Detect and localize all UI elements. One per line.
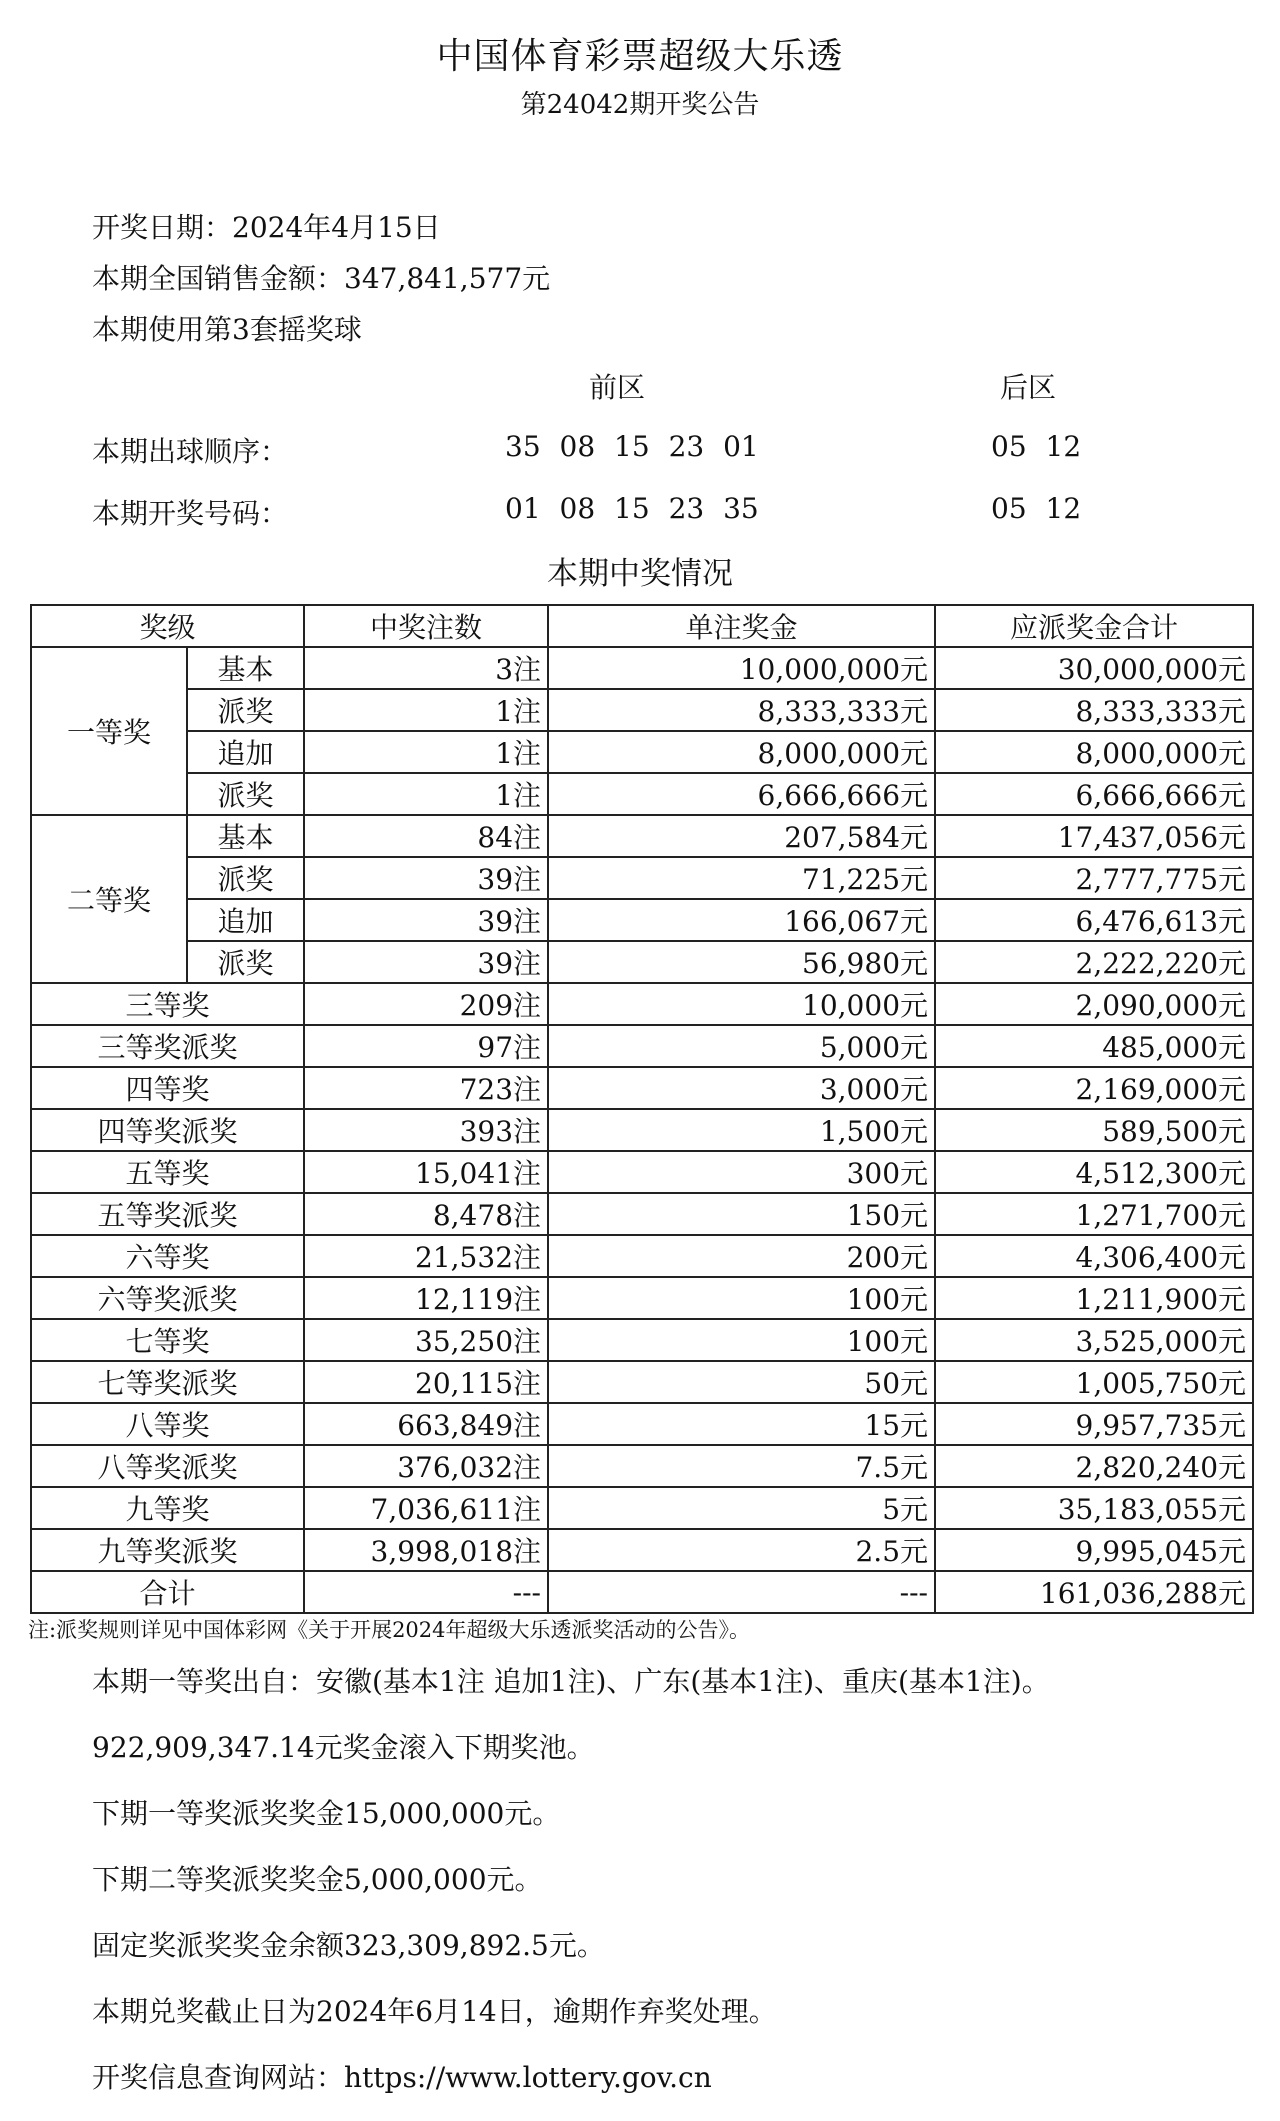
next-first-bonus: 下期一等奖派奖奖金15,000,000元。 [92, 1797, 561, 1830]
winner-count: 7,036,611注 [304, 1487, 548, 1529]
unit-prize: 7.5元 [548, 1445, 935, 1487]
unit-prize: 300元 [548, 1151, 935, 1193]
total-prize: 17,437,056元 [935, 815, 1253, 857]
unit-prize: 207,584元 [548, 815, 935, 857]
total-prize: 4,306,400元 [935, 1235, 1253, 1277]
next-second-bonus: 下期二等奖派奖奖金5,000,000元。 [92, 1863, 543, 1896]
unit-prize: 10,000,000元 [548, 647, 935, 689]
claim-deadline: 本期兑奖截止日为2024年6月14日，逾期作弃奖处理。 [92, 1995, 777, 2028]
prize-level: 五等奖派奖 [31, 1193, 304, 1235]
winner-count: 209注 [304, 983, 548, 1025]
total-prize: 8,333,333元 [935, 689, 1253, 731]
unit-prize: 3,000元 [548, 1067, 935, 1109]
unit-prize: 100元 [548, 1277, 935, 1319]
winner-count: 393注 [304, 1109, 548, 1151]
table-row [31, 1319, 1253, 1361]
unit-prize: 5元 [548, 1487, 935, 1529]
total-prize: 9,957,735元 [935, 1403, 1253, 1445]
group-first-prize: 一等奖 [31, 647, 187, 815]
unit-prize: 10,000元 [548, 983, 935, 1025]
prize-level: 四等奖派奖 [31, 1109, 304, 1151]
winner-count: 84注 [304, 815, 548, 857]
result-label: 本期开奖号码： [92, 497, 289, 530]
table-row [31, 1067, 1253, 1109]
draw-date: 开奖日期：2024年4月15日 [92, 211, 441, 244]
unit-prize: 166,067元 [548, 899, 935, 941]
table-row [31, 1403, 1253, 1445]
winner-count: 39注 [304, 857, 548, 899]
back-zone-label: 后区 [1000, 371, 1057, 404]
fixed-bonus-balance: 固定奖派奖奖金余额323,309,892.5元。 [92, 1929, 605, 1962]
winner-count: 3注 [304, 647, 548, 689]
unit-prize: 56,980元 [548, 941, 935, 983]
sub-level: 追加 [187, 899, 304, 941]
total-prize: 4,512,300元 [935, 1151, 1253, 1193]
table-row [31, 1151, 1253, 1193]
winner-count: 376,032注 [304, 1445, 548, 1487]
header-level: 奖级 [31, 605, 304, 647]
total-prize: 485,000元 [935, 1025, 1253, 1067]
first-prize-origin: 本期一等奖出自：安徽(基本1注 追加1注)、广东(基本1注)、重庆(基本1注)。 [92, 1665, 1050, 1698]
sales-amount: 本期全国销售金额：347,841,577元 [92, 262, 551, 295]
header-count: 中奖注数 [304, 605, 548, 647]
unit-prize: 100元 [548, 1319, 935, 1361]
prize-level: 五等奖 [31, 1151, 304, 1193]
section-title: 本期中奖情况 [547, 556, 733, 592]
prize-level: 九等奖 [31, 1487, 304, 1529]
total-prize: 2,222,220元 [935, 941, 1253, 983]
total-prize: 1,211,900元 [935, 1277, 1253, 1319]
table-row [31, 1445, 1253, 1487]
total-label: 合计 [31, 1571, 304, 1613]
total-prize: 3,525,000元 [935, 1319, 1253, 1361]
info-website: 开奖信息查询网站：https://www.lottery.gov.cn [92, 2061, 712, 2094]
winner-count: 39注 [304, 899, 548, 941]
unit-prize: 2.5元 [548, 1529, 935, 1571]
table-row [31, 647, 1253, 689]
front-zone-label: 前区 [589, 371, 646, 404]
table-row [31, 731, 1253, 773]
table-row [31, 941, 1253, 983]
prize-level: 三等奖 [31, 983, 304, 1025]
unit-prize: 50元 [548, 1361, 935, 1403]
winner-count: 1注 [304, 689, 548, 731]
winner-count: 97注 [304, 1025, 548, 1067]
prize-table [30, 604, 1254, 1614]
rollover-pool: 922,909,347.14元奖金滚入下期奖池。 [92, 1731, 595, 1764]
prize-level: 八等奖 [31, 1403, 304, 1445]
unit-prize: 1,500元 [548, 1109, 935, 1151]
winner-count: 3,998,018注 [304, 1529, 548, 1571]
prize-level: 三等奖派奖 [31, 1025, 304, 1067]
footnote: 注:派奖规则详见中国体彩网《关于开展2024年超级大乐透派奖活动的公告》。 [28, 1618, 751, 1642]
total-prize: 2,777,775元 [935, 857, 1253, 899]
winner-count: 8,478注 [304, 1193, 548, 1235]
total-prize: 6,666,666元 [935, 773, 1253, 815]
total-prize: 1,005,750元 [935, 1361, 1253, 1403]
table-row [31, 1487, 1253, 1529]
table-row [31, 857, 1253, 899]
winner-count: 21,532注 [304, 1235, 548, 1277]
header-total-prize: 应派奖金合计 [935, 605, 1253, 647]
prize-level: 九等奖派奖 [31, 1529, 304, 1571]
total-prize: 6,476,613元 [935, 899, 1253, 941]
table-row [31, 1361, 1253, 1403]
header-unit-prize: 单注奖金 [548, 605, 935, 647]
table-row [31, 815, 1253, 857]
order-back-balls: 05 12 [991, 430, 1082, 463]
prize-level: 七等奖派奖 [31, 1361, 304, 1403]
table-row [31, 983, 1253, 1025]
total-prize: 30,000,000元 [935, 647, 1253, 689]
sub-level: 派奖 [187, 941, 304, 983]
unit-prize: 71,225元 [548, 857, 935, 899]
sub-level: 基本 [187, 647, 304, 689]
table-row [31, 1529, 1253, 1571]
total-prize: 589,500元 [935, 1109, 1253, 1151]
page-title: 中国体育彩票超级大乐透 [436, 36, 844, 77]
prize-level: 六等奖派奖 [31, 1277, 304, 1319]
sub-level: 派奖 [187, 857, 304, 899]
table-row [31, 1193, 1253, 1235]
table-row [31, 1235, 1253, 1277]
table-row [31, 1109, 1253, 1151]
total-prize: 2,820,240元 [935, 1445, 1253, 1487]
prize-level: 六等奖 [31, 1235, 304, 1277]
unit-prize: 8,333,333元 [548, 689, 935, 731]
sub-level: 派奖 [187, 689, 304, 731]
prize-level: 八等奖派奖 [31, 1445, 304, 1487]
total-prize: 2,090,000元 [935, 983, 1253, 1025]
ball-set: 本期使用第3套摇奖球 [92, 313, 362, 346]
sub-level: 派奖 [187, 773, 304, 815]
table-row [31, 773, 1253, 815]
total-prize: 9,995,045元 [935, 1529, 1253, 1571]
grand-total: 161,036,288元 [935, 1571, 1253, 1613]
total-prize: 1,271,700元 [935, 1193, 1253, 1235]
prize-level: 四等奖 [31, 1067, 304, 1109]
sub-level: 基本 [187, 815, 304, 857]
winner-count: 39注 [304, 941, 548, 983]
result-back-balls: 05 12 [991, 492, 1082, 525]
total-unit: --- [548, 1571, 935, 1613]
order-front-balls: 35 08 15 23 01 [505, 430, 759, 463]
table-row [31, 689, 1253, 731]
total-prize: 2,169,000元 [935, 1067, 1253, 1109]
winner-count: 20,115注 [304, 1361, 548, 1403]
unit-prize: 5,000元 [548, 1025, 935, 1067]
unit-prize: 200元 [548, 1235, 935, 1277]
issue-subtitle: 第24042期开奖公告 [520, 90, 760, 120]
winner-count: 12,119注 [304, 1277, 548, 1319]
sub-level: 追加 [187, 731, 304, 773]
winner-count: 15,041注 [304, 1151, 548, 1193]
unit-prize: 8,000,000元 [548, 731, 935, 773]
total-prize: 35,183,055元 [935, 1487, 1253, 1529]
winner-count: 1注 [304, 773, 548, 815]
result-front-balls: 01 08 15 23 35 [505, 492, 759, 525]
table-row [31, 1025, 1253, 1067]
table-row [31, 1277, 1253, 1319]
unit-prize: 15元 [548, 1403, 935, 1445]
prize-level: 七等奖 [31, 1319, 304, 1361]
unit-prize: 6,666,666元 [548, 773, 935, 815]
winner-count: 663,849注 [304, 1403, 548, 1445]
unit-prize: 150元 [548, 1193, 935, 1235]
winner-count: 723注 [304, 1067, 548, 1109]
total-row [31, 1571, 1253, 1613]
table-row [31, 899, 1253, 941]
table-header-row [31, 605, 1253, 647]
order-label: 本期出球顺序： [92, 435, 289, 468]
total-count: --- [304, 1571, 548, 1613]
winner-count: 35,250注 [304, 1319, 548, 1361]
total-prize: 8,000,000元 [935, 731, 1253, 773]
group-second-prize: 二等奖 [31, 815, 187, 983]
winner-count: 1注 [304, 731, 548, 773]
